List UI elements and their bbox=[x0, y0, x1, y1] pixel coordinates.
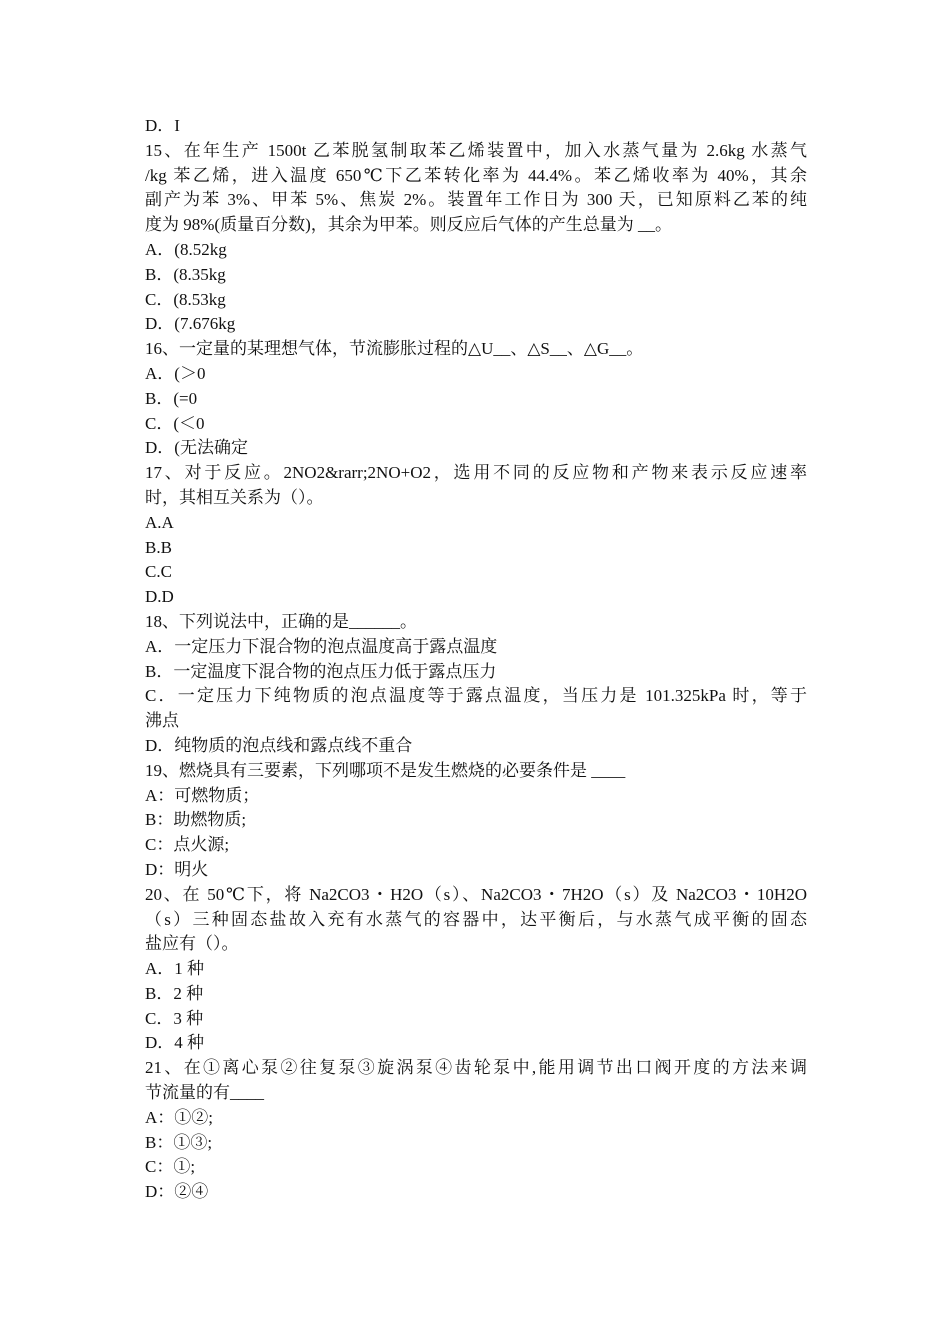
option-a-q20: A．1 种 bbox=[145, 959, 205, 979]
option-b-q19: B：助燃物质; bbox=[145, 810, 247, 830]
question-18: 18、下列说法中，正确的是______。 bbox=[145, 611, 417, 631]
question-21-line-2: 节流量的有____ bbox=[145, 1083, 264, 1103]
option-a-q15: A．(8.52kg bbox=[145, 239, 227, 259]
document-body bbox=[145, 114, 807, 1205]
option-c-q20: C．3 种 bbox=[145, 1008, 204, 1028]
question-15-line-2: /kg 苯乙烯，进入温度 650℃下乙苯转化率为 44.4%。苯乙烯收率为 40%，其余 bbox=[145, 165, 807, 185]
question-15-line-4: 度为 98%(质量百分数)，其余为甲苯。则反应后气体的产生总量为 __。 bbox=[145, 215, 672, 235]
option-a-q21: A：①②; bbox=[145, 1107, 213, 1127]
question-20-line-1: 20、在 50℃下，将 Na2CO3・H2O（s）、Na2CO3・7H2O（s）及 Na2CO3・10H2O bbox=[145, 884, 807, 904]
question-15-line-3: 副产为苯 3%、甲苯 5%、焦炭 2%。装置年工作日为 300 天，已知原料乙苯的纯 bbox=[145, 190, 807, 210]
question-20-line-2: （s）三种固态盐故入充有水蒸气的容器中，达平衡后，与水蒸气成平衡的固态 bbox=[145, 909, 807, 929]
question-21-line-1: 21、在①离心泵②往复泵③旋涡泵④齿轮泵中,能用调节出口阀开度的方法来调 bbox=[145, 1058, 807, 1078]
option-a-q18: A．一定压力下混合物的泡点温度高于露点温度 bbox=[145, 636, 498, 656]
question-17-line-2: 时，其相互关系为（）。 bbox=[145, 487, 324, 507]
option-d-q14: D．I bbox=[145, 116, 180, 135]
option-c-q17: C.C bbox=[145, 562, 172, 582]
question-19: 19、燃烧具有三要素，下列哪项不是发生燃烧的必要条件是 ____ bbox=[145, 760, 626, 780]
option-d-q16: D．(无法确定 bbox=[145, 438, 248, 458]
question-17-line-1: 17、对于反应。2NO2&rarr;2NO+O2，选用不同的反应物和产物来表示反应速率 bbox=[145, 463, 807, 483]
option-b-q21: B：①③; bbox=[145, 1132, 213, 1152]
option-d-q15: D．(7.676kg bbox=[145, 314, 236, 334]
question-16: 16、一定量的某理想气体，节流膨胀过程的△U__、△S__、△G__。 bbox=[145, 339, 644, 359]
question-15-line-1: 15、在年生产 1500t 乙苯脱氢制取苯乙烯装置中，加入水蒸气量为 2.6kg 水蒸气 bbox=[145, 140, 807, 160]
option-b-q20: B．2 种 bbox=[145, 983, 204, 1003]
option-c-q18-line-1: C．一定压力下纯物质的泡点温度等于露点温度，当压力是 101.325kPa 时，等于 bbox=[145, 686, 807, 706]
option-c-q21: C：①; bbox=[145, 1157, 196, 1177]
option-d-q17: D.D bbox=[145, 587, 174, 607]
option-a-q17: A.A bbox=[145, 512, 174, 532]
question-20-line-3: 盐应有（）。 bbox=[145, 934, 239, 954]
option-b-q16: B．(=0 bbox=[145, 388, 198, 408]
option-b-q18: B．一定温度下混合物的泡点压力低于露点压力 bbox=[145, 661, 497, 681]
option-c-q15: C．(8.53kg bbox=[145, 289, 226, 309]
option-c-q19: C：点火源; bbox=[145, 835, 230, 855]
option-a-q16: A．(＞0 bbox=[145, 363, 206, 383]
option-a-q19: A：可燃物质； bbox=[145, 785, 260, 805]
option-d-q18: D．纯物质的泡点线和露点线不重合 bbox=[145, 735, 413, 755]
option-c-q18-line-2: 沸点 bbox=[145, 711, 179, 731]
option-d-q20: D．4 种 bbox=[145, 1033, 205, 1053]
option-d-q21: D：②④ bbox=[145, 1182, 209, 1202]
option-b-q15: B．(8.35kg bbox=[145, 264, 226, 284]
option-b-q17: B.B bbox=[145, 537, 172, 557]
option-c-q16: C．(＜0 bbox=[145, 413, 205, 433]
option-d-q19: D：明火 bbox=[145, 859, 209, 879]
